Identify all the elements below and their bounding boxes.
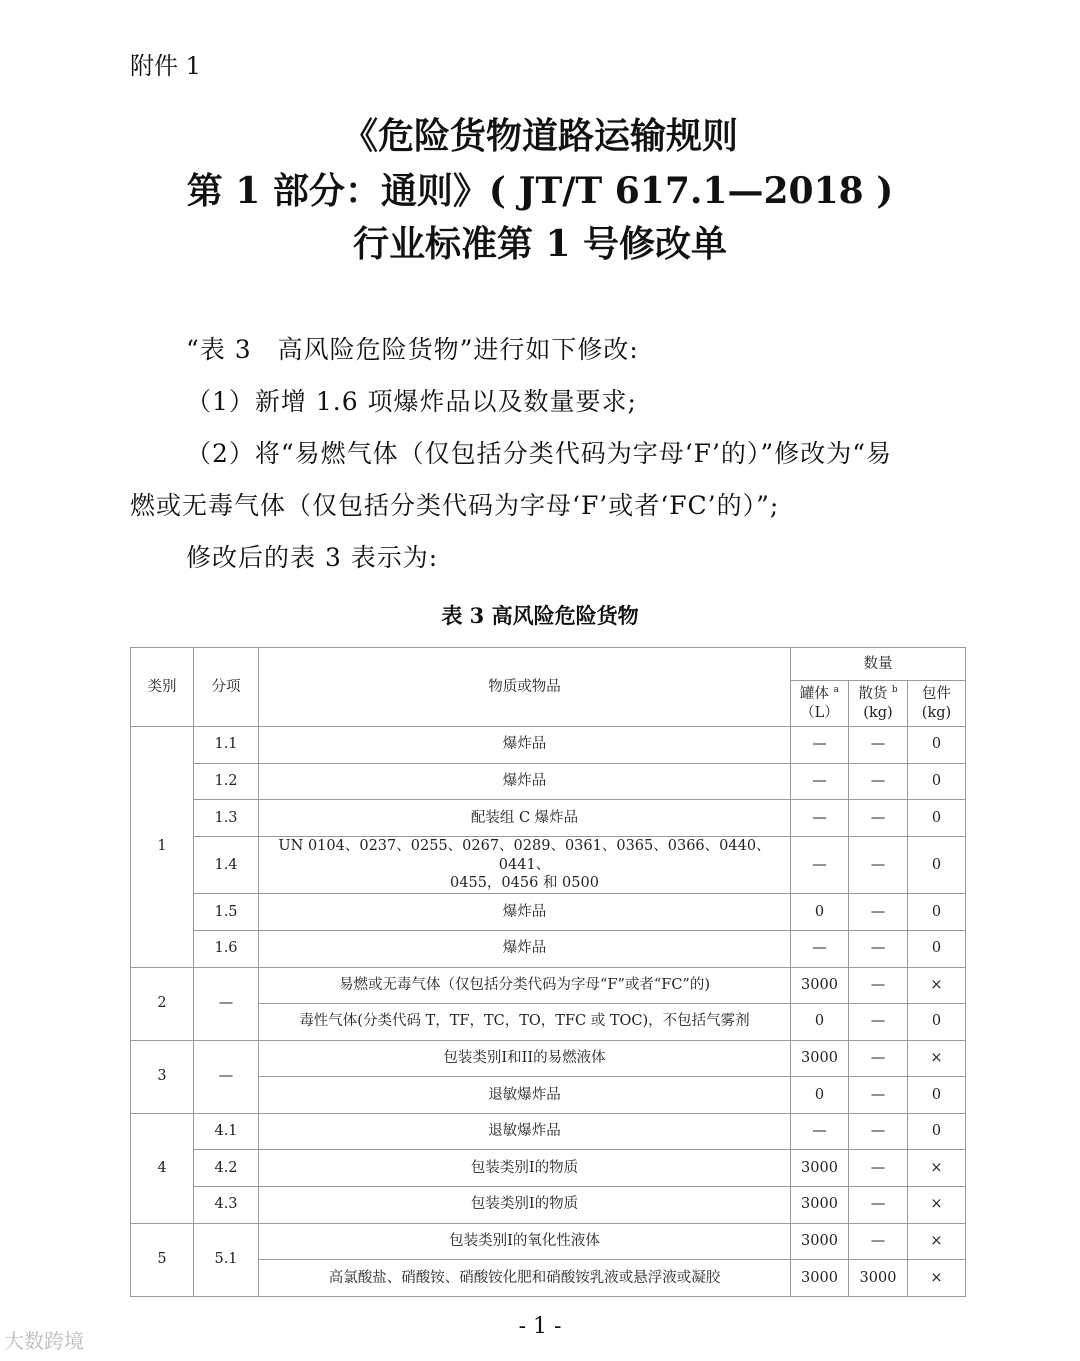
- bulk-cell: —: [849, 1004, 908, 1041]
- tank-cell: —: [791, 800, 849, 837]
- bulk-cell: —: [849, 930, 908, 967]
- bulk-cell: —: [849, 1223, 908, 1260]
- package-cell: 0: [908, 836, 966, 894]
- package-cell: 0: [908, 930, 966, 967]
- tank-cell: —: [791, 763, 849, 800]
- paragraph: （1）新增 1.6 项爆炸品以及数量要求;: [186, 387, 637, 416]
- substance-cell: 爆炸品: [259, 763, 791, 800]
- header-division: 分项: [194, 648, 259, 727]
- table-row: [131, 1113, 966, 1150]
- hazard-table: [130, 647, 966, 1297]
- substance-cell: 易燃或无毒气体（仅包括分类代码为字母“F”或者“FC”的): [259, 967, 791, 1004]
- table-row: [131, 727, 966, 764]
- tank-cell: 3000: [791, 1187, 849, 1224]
- title-line-1: 《危险货物道路运输规则: [341, 115, 738, 157]
- paragraph: “表 3 高风险危险货物”进行如下修改:: [186, 335, 639, 364]
- package-cell: ×: [908, 1260, 966, 1297]
- division-cell: 4.2: [194, 1150, 259, 1187]
- substance-cell: 退敏爆炸品: [259, 1077, 791, 1114]
- tank-cell: 3000: [791, 967, 849, 1004]
- substance-cell: UN 0104、0237、0255、0267、0289、0361、0365、0366、0440、0441、 0455，0456 和 0500: [259, 836, 791, 894]
- class-cell: 3: [131, 1040, 194, 1113]
- substance-cell: 包装类别I的物质: [259, 1150, 791, 1187]
- table-row: [131, 1150, 966, 1187]
- class-cell: 2: [131, 967, 194, 1040]
- bulk-cell: —: [849, 894, 908, 931]
- tank-cell: —: [791, 930, 849, 967]
- package-cell: ×: [908, 967, 966, 1004]
- tank-cell: 0: [791, 1004, 849, 1041]
- package-cell: 0: [908, 1004, 966, 1041]
- package-cell: ×: [908, 1223, 966, 1260]
- bulk-cell: —: [849, 967, 908, 1004]
- division-cell: —: [194, 1040, 259, 1113]
- paragraph: 燃或无毒气体（仅包括分类代码为字母‘F’或者‘FC’的）”;: [130, 491, 780, 520]
- header-substance: 物质或物品: [259, 648, 791, 727]
- package-cell: 0: [908, 1113, 966, 1150]
- table-title: 表 3 高风险危险货物: [441, 603, 639, 628]
- table-row: [131, 763, 966, 800]
- title-line-3: 行业标准第 1 号修改单: [352, 223, 728, 265]
- substance-cell: 爆炸品: [259, 894, 791, 931]
- bulk-cell: —: [849, 1187, 908, 1224]
- package-cell: ×: [908, 1040, 966, 1077]
- header-bulk: 散货 $^b$ (kg): [849, 681, 908, 727]
- package-cell: 0: [908, 1077, 966, 1114]
- class-cell: 5: [131, 1223, 194, 1296]
- paragraph: （2）将“易燃气体（仅包括分类代码为字母‘F’的）”修改为“易: [186, 439, 892, 468]
- table-row: [131, 1040, 966, 1077]
- bulk-cell: —: [849, 1150, 908, 1187]
- package-cell: 0: [908, 763, 966, 800]
- division-cell: 4.3: [194, 1187, 259, 1224]
- header-package: 包件 (kg): [908, 681, 966, 727]
- tank-cell: —: [791, 1113, 849, 1150]
- attachment-label: 附件 1: [130, 52, 201, 80]
- header-tank: 罐体 $^a$ （L）: [791, 681, 849, 727]
- division-cell: 4.1: [194, 1113, 259, 1150]
- substance-cell: 包装类别I的物质: [259, 1187, 791, 1224]
- substance-cell: 包装类别I和II的易燃液体: [259, 1040, 791, 1077]
- header-quantity: 数量: [791, 648, 966, 681]
- substance-cell: 高氯酸盐、硝酸铵、硝酸铵化肥和硝酸铵乳液或悬浮液或凝胶: [259, 1260, 791, 1297]
- substance-cell: 配装组 C 爆炸品: [259, 800, 791, 837]
- substance-cell: 毒性气体(分类代码 T，TF，TC，TO，TFC 或 TOC)，不包括气雾剂: [259, 1004, 791, 1041]
- bulk-cell: 3000: [849, 1260, 908, 1297]
- bulk-cell: —: [849, 1040, 908, 1077]
- substance-cell: 退敏爆炸品: [259, 1113, 791, 1150]
- tank-cell: 3000: [791, 1150, 849, 1187]
- division-cell: 1.6: [194, 930, 259, 967]
- division-cell: 1.5: [194, 894, 259, 931]
- package-cell: ×: [908, 1150, 966, 1187]
- table-row: [131, 836, 966, 894]
- substance-cell: 爆炸品: [259, 930, 791, 967]
- package-cell: 0: [908, 894, 966, 931]
- table-row: [131, 894, 966, 931]
- tank-cell: —: [791, 727, 849, 764]
- tank-cell: —: [791, 836, 849, 894]
- title-line-2: 第 1 部分：通则》( JT/T 617.1—2018 ): [186, 170, 894, 212]
- class-cell: 1: [131, 727, 194, 968]
- bulk-cell: —: [849, 1113, 908, 1150]
- division-cell: 1.3: [194, 800, 259, 837]
- division-cell: 1.2: [194, 763, 259, 800]
- package-cell: 0: [908, 727, 966, 764]
- table-row: [131, 967, 966, 1004]
- page-number: - 1 -: [518, 1314, 562, 1339]
- class-cell: 4: [131, 1113, 194, 1223]
- tank-cell: 0: [791, 894, 849, 931]
- tank-cell: 0: [791, 1077, 849, 1114]
- package-cell: 0: [908, 800, 966, 837]
- division-cell: 1.1: [194, 727, 259, 764]
- header-class: 类别: [131, 648, 194, 727]
- bulk-cell: —: [849, 1077, 908, 1114]
- bulk-cell: —: [849, 727, 908, 764]
- substance-cell: 爆炸品: [259, 727, 791, 764]
- bulk-cell: —: [849, 763, 908, 800]
- bulk-cell: —: [849, 800, 908, 837]
- table-row: [131, 930, 966, 967]
- table-row: [131, 1223, 966, 1260]
- tank-cell: 3000: [791, 1260, 849, 1297]
- division-cell: —: [194, 967, 259, 1040]
- table-row: [131, 800, 966, 837]
- tank-cell: 3000: [791, 1223, 849, 1260]
- table-row: [131, 1187, 966, 1224]
- bulk-cell: —: [849, 836, 908, 894]
- paragraph: 修改后的表 3 表示为:: [186, 543, 439, 572]
- package-cell: ×: [908, 1187, 966, 1224]
- tank-cell: 3000: [791, 1040, 849, 1077]
- division-cell: 1.4: [194, 836, 259, 894]
- watermark: 大数跨境: [4, 1329, 84, 1353]
- division-cell: 5.1: [194, 1223, 259, 1296]
- substance-cell: 包装类别I的氧化性液体: [259, 1223, 791, 1260]
